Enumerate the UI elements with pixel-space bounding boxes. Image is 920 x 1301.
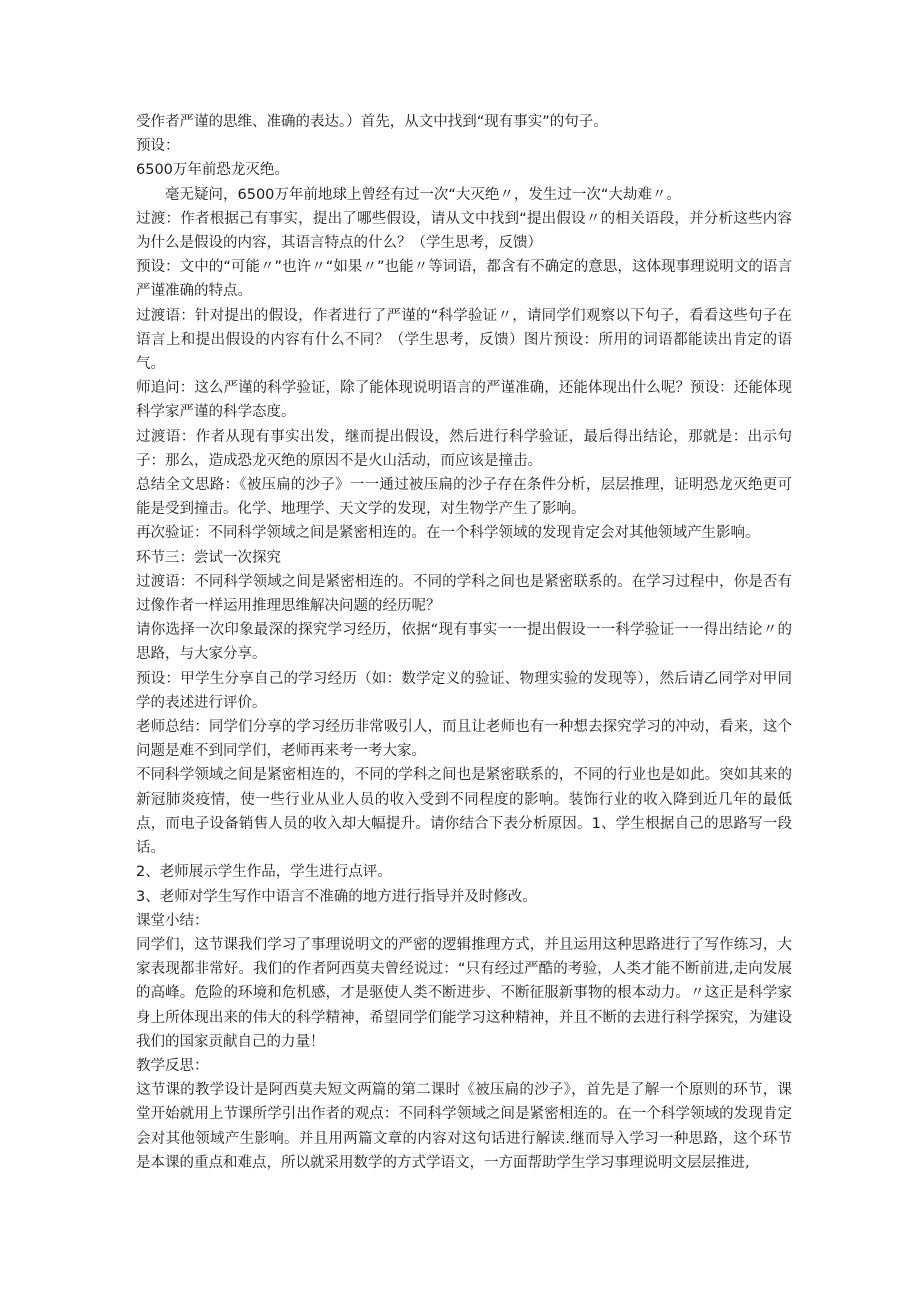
section-heading: 教学反思： bbox=[136, 1057, 209, 1074]
paragraph: 预设：甲学生分享自己的学习经历（如：数学定义的验证、物理实验的发现等），然后请乙同学对甲同学的表述进行评价。 bbox=[136, 670, 792, 711]
paragraph: 2、老师展示学生作品，学生进行点评。 bbox=[136, 864, 392, 881]
paragraph: 6500万年前恐龙灭绝。 bbox=[136, 162, 289, 179]
paragraph: 老师总结：同学们分享的学习经历非常吸引人，而且让老师也有一种想去探究学习的冲动，看来，这个问题是难不到同学们，老师再来考一考大家。 bbox=[136, 719, 792, 760]
paragraph: 这节课的教学设计是阿西莫夫短文两篇的第二课时《被压扁的沙子》，首先是了解一个原则的环节，课堂开始就用上节课所学引出作者的观点：不同科学领域之间是紧密相连的。在一个科学领域的发现肯定会对其他领域产生影响。并且用两篇文章的内容对这句话进行解读.继而导入学习一种思路，这个环节是本课的重点和难点，所以就采用数学的方式学语文，一方面帮助学生学习事理说明文层层推进, bbox=[136, 1082, 792, 1171]
paragraph: 受作者严谨的思维、准确的表达。）首先，从文中找到“现有事实”的句子。 bbox=[136, 114, 608, 130]
paragraph: 师追问：这么严谨的科学验证，除了能体现说明语言的严谨准确，还能体现出什么呢？预设：还能体现科学家严谨的科学态度。 bbox=[136, 380, 792, 421]
paragraph: 再次验证：不同科学领域之间是紧密相连的。在一个科学领域的发现肯定会对其他领域产生影响。 bbox=[136, 525, 760, 542]
paragraph: 总结全文思路：《被压扁的沙子》一一通过被压扁的沙子存在条件分析，层层推理，证明恐龙灭绝更可能是受到撞击。化学、地理学、天文学的发现，对生物学产生了影响。 bbox=[136, 477, 792, 518]
paragraph: 3、老师对学生写作中语言不准确的地方进行指导并及时修改。 bbox=[136, 888, 537, 905]
section-heading: 课堂小结： bbox=[136, 912, 209, 929]
paragraph: 过渡语：针对提出的假设，作者进行了严谨的“科学验证〃，请同学们观察以下句子，看看这些句子在语言上和提出假设的内容有什么不同？（学生思考，反馈）图片预设：所用的词语都能读出肯定的语气。 bbox=[136, 307, 792, 373]
paragraph: 预设：文中的“可能〃”也许〃“如果〃”也能〃等词语，都含有不确定的意思，这体现事理说明文的语言严谨准确的特点。 bbox=[136, 259, 792, 300]
paragraph: 过渡：作者根据己有事实，提出了哪些假设，请从文中找到“提出假设〃的相关语段，并分析这些内容为什么是假设的内容，其语言特点的什么？（学生思考，反馈） bbox=[136, 210, 792, 252]
paragraph: 过渡语：不同科学领域之间是紧密相连的。不同的学科之间也是紧密联系的。在学习过程中，你是否有过像作者一样运用推理思维解决问题的经历呢？ bbox=[136, 573, 792, 615]
paragraph: 预设： bbox=[136, 138, 180, 155]
paragraph: 同学们，这节课我们学习了事理说明文的严密的逻辑推理方式，并且运用这种思路进行了写作练习，大家表现都非常好。我们的作者阿西莫夫曾经说过：“只有经过严酷的考验，人类才能不断前进,走向发展的高峰。危险的环境和危机感，才是驱使人类不断进步、不断征服新事物的根本动力。〃这正是科学家身上所体现出来的伟大的科学精神，希望同学们能学习这种精神，并且不断的去进行科学探究，为建设我们的国家贡献自己的力量！ bbox=[136, 936, 792, 1050]
paragraph: 请你选择一次印象最深的探究学习经历，依据“现有事实一一提出假设一一科学验证一一得出结论〃的思路，与大家分享。 bbox=[136, 622, 792, 663]
paragraph: 过渡语：作者从现有事实出发，继而提出假设，然后进行科学验证，最后得出结论，那就是：出示句子：那么，造成恐龙灭绝的原因不是火山活动，而应该是撞击。 bbox=[136, 428, 792, 469]
document-body bbox=[136, 110, 792, 1175]
paragraph: 不同科学领域之间是紧密相连的，不同的学科之间也是紧密联系的，不同的行业也是如此。突如其来的新冠肺炎疫情，使一些行业从业人员的收入受到不同程度的影响。装饰行业的收入降到近几年的最低点，而电子设备销售人员的收入却大幅提升。请你结合下表分析原因。1、学生根据自己的思路写一段话。 bbox=[136, 767, 792, 857]
paragraph: 毫无疑问，6500万年前地球上曾经有过一次“大灭绝〃，发生过一次“大劫难〃。 bbox=[165, 186, 681, 203]
section-heading: 环节三：尝试一次探究 bbox=[136, 549, 281, 566]
